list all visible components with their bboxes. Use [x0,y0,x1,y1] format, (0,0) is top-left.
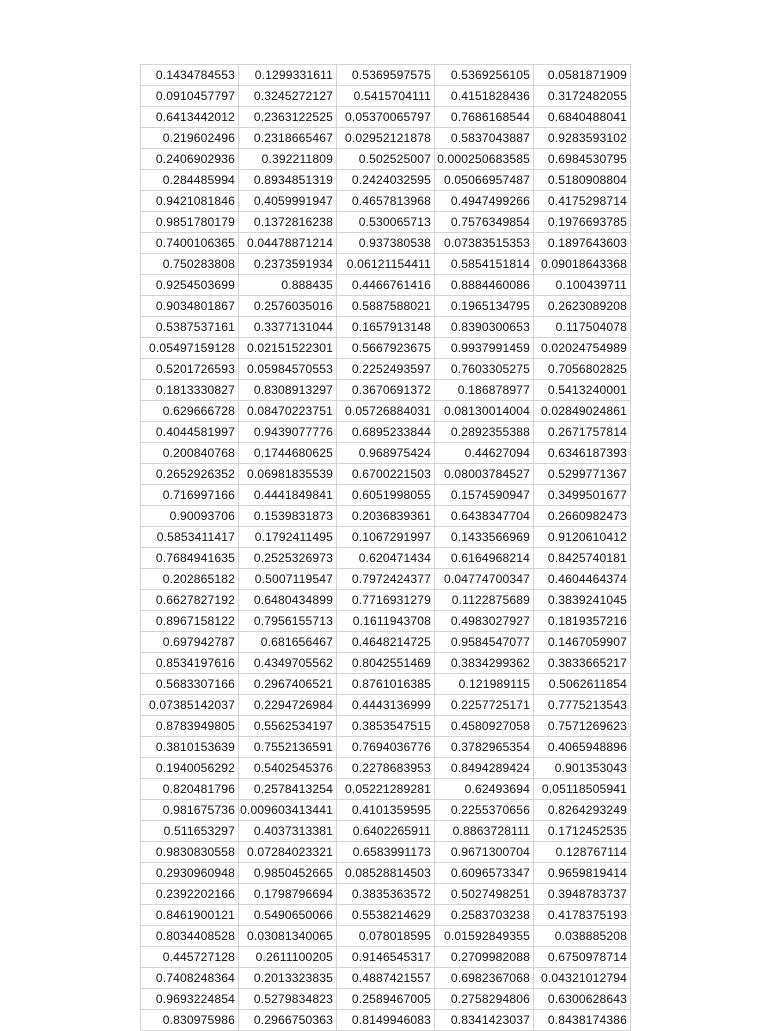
table-cell[interactable]: 0.7686168544 [435,107,534,128]
table-row [141,65,631,86]
table-cell[interactable]: 0.888435 [239,275,337,296]
table-cell[interactable]: 0.4983027927 [435,611,534,632]
table-cell[interactable]: 0.05370065797 [337,107,435,128]
table-cell[interactable]: 0.1067291997 [337,527,435,548]
table-cell[interactable]: 0.2758294806 [435,989,534,1010]
table-cell[interactable]: 0.2583703238 [435,905,534,926]
table-cell[interactable]: 0.3377131044 [239,317,337,338]
table-cell[interactable]: 0.7571269623 [534,716,631,737]
table-cell[interactable]: 0.2525326973 [239,548,337,569]
table-cell[interactable]: 0.4178375193 [534,905,631,926]
table-cell[interactable]: 0.1434784553 [141,65,239,86]
table-cell[interactable]: 0.04321012794 [534,968,631,989]
table-cell[interactable]: 0.4059991947 [239,191,337,212]
table-row [141,590,631,611]
table-cell[interactable]: 0.981675736 [141,800,239,821]
table-cell[interactable]: 0.2967406521 [239,674,337,695]
table-cell[interactable]: 0.6627827192 [141,590,239,611]
table-cell[interactable]: 0.186878977 [435,380,534,401]
table-cell[interactable]: 0.1657913148 [337,317,435,338]
table-row [141,317,631,338]
table-cell[interactable]: 0.750283808 [141,254,239,275]
table-cell[interactable]: 0.1539831873 [239,506,337,527]
table-cell[interactable]: 0.2589467005 [337,989,435,1010]
table-cell[interactable]: 0.9584547077 [435,632,534,653]
table-cell[interactable]: 0.9830830558 [141,842,239,863]
table-cell[interactable]: 0.09018643368 [534,254,631,275]
table-cell[interactable]: 0.5201726593 [141,359,239,380]
table-cell[interactable]: 0.7400106365 [141,233,239,254]
table-row [141,275,631,296]
table-cell[interactable]: 0.4657813968 [337,191,435,212]
table-cell[interactable]: 0.1299331611 [239,65,337,86]
table-cell[interactable]: 0.2709982088 [435,947,534,968]
table-cell[interactable]: 0.6982367068 [435,968,534,989]
table-cell[interactable]: 0.0910457797 [141,86,239,107]
table-cell[interactable]: 0.3172482055 [534,86,631,107]
table-cell[interactable]: 0.5538214629 [337,905,435,926]
table-cell[interactable]: 0.05221289281 [337,779,435,800]
table-cell[interactable]: 0.6096573347 [435,863,534,884]
table-cell[interactable]: 0.05726884031 [337,401,435,422]
table-cell[interactable]: 0.05066957487 [435,170,534,191]
table-cell[interactable]: 0.2257725171 [435,695,534,716]
table-cell[interactable]: 0.9850452665 [239,863,337,884]
table-row [141,653,631,674]
table-cell[interactable]: 0.07385142037 [141,695,239,716]
table-row [141,128,631,149]
table-cell[interactable]: 0.5299771367 [534,464,631,485]
table-row [141,170,631,191]
table-cell[interactable]: 0.4044581997 [141,422,239,443]
table-cell[interactable]: 0.8390300653 [435,317,534,338]
table-cell[interactable]: 0.1744680625 [239,443,337,464]
table-cell[interactable]: 0.1611943708 [337,611,435,632]
table-cell[interactable]: 0.02849024861 [534,401,631,422]
table-cell[interactable]: 0.4580927058 [435,716,534,737]
table-cell[interactable]: 0.7684941635 [141,548,239,569]
table-cell[interactable]: 0.1940056292 [141,758,239,779]
table-cell[interactable]: 0.9254503699 [141,275,239,296]
table-row [141,758,631,779]
table-cell[interactable]: 0.6840488041 [534,107,631,128]
table-cell[interactable]: 0.9421081846 [141,191,239,212]
table-cell[interactable]: 0.7576349854 [435,212,534,233]
table-row [141,695,631,716]
table-row [141,401,631,422]
table-cell[interactable]: 0.1372816238 [239,212,337,233]
table-cell[interactable]: 0.7603305275 [435,359,534,380]
table-cell[interactable]: 0.9034801867 [141,296,239,317]
table-cell[interactable]: 0.5402545376 [239,758,337,779]
table-cell[interactable]: 0.128767114 [534,842,631,863]
table-cell[interactable]: 0.2278683953 [337,758,435,779]
table-cell[interactable]: 0.9283593102 [534,128,631,149]
table-cell[interactable]: 0.2611100205 [239,947,337,968]
table-cell[interactable]: 0.5062611854 [534,674,631,695]
table-cell[interactable]: 0.04774700347 [435,569,534,590]
table-cell[interactable]: 0.3834299362 [435,653,534,674]
table-cell[interactable]: 0.2255370656 [435,800,534,821]
table-cell[interactable]: 0.2252493597 [337,359,435,380]
table-cell[interactable]: 0.5415704111 [337,86,435,107]
table-cell[interactable]: 0.3839241045 [534,590,631,611]
table-cell[interactable]: 0.6413442012 [141,107,239,128]
table-cell[interactable]: 0.2930960948 [141,863,239,884]
table-row [141,149,631,170]
table-cell[interactable]: 0.2363122525 [239,107,337,128]
table-cell[interactable]: 0.8425740181 [534,548,631,569]
table-cell[interactable]: 0.9671300704 [435,842,534,863]
table-cell[interactable]: 0.620471434 [337,548,435,569]
table-cell[interactable]: 0.2671757814 [534,422,631,443]
table-cell[interactable]: 0.629666728 [141,401,239,422]
table-row [141,212,631,233]
table-cell[interactable]: 0.1574590947 [435,485,534,506]
table-cell[interactable]: 0.820481796 [141,779,239,800]
table-cell[interactable]: 0.716997166 [141,485,239,506]
table-cell[interactable]: 0.000250683585 [435,149,534,170]
table-cell[interactable]: 0.8308913297 [239,380,337,401]
table-cell[interactable]: 0.04478871214 [239,233,337,254]
table-cell[interactable]: 0.2294726984 [239,695,337,716]
table-cell[interactable]: 0.9439077776 [239,422,337,443]
table-cell[interactable]: 0.2623089208 [534,296,631,317]
table-cell[interactable]: 0.08528814503 [337,863,435,884]
table-row [141,485,631,506]
table-cell[interactable]: 0.2892355388 [435,422,534,443]
table-row [141,1010,631,1031]
table-cell[interactable]: 0.7056802825 [534,359,631,380]
table-row [141,107,631,128]
table-cell[interactable]: 0.1813330827 [141,380,239,401]
table-cell[interactable]: 0.2578413254 [239,779,337,800]
table-cell[interactable]: 0.2406902936 [141,149,239,170]
table-cell[interactable]: 0.4037313381 [239,821,337,842]
table-cell[interactable]: 0.05984570553 [239,359,337,380]
table-cell[interactable]: 0.6984530795 [534,149,631,170]
table-cell[interactable]: 0.8934851319 [239,170,337,191]
table-row [141,905,631,926]
table-cell[interactable]: 0.530065713 [337,212,435,233]
table-cell[interactable]: 0.4101359595 [337,800,435,821]
table-cell[interactable]: 0.1712452535 [534,821,631,842]
table-cell[interactable]: 0.121989115 [435,674,534,695]
table-row [141,632,631,653]
table-cell[interactable]: 0.8534197616 [141,653,239,674]
table-cell[interactable]: 0.1433566969 [435,527,534,548]
table-cell[interactable]: 0.009603413441 [239,800,337,821]
table-row [141,380,631,401]
table-cell[interactable]: 0.8761016385 [337,674,435,695]
table-cell[interactable]: 0.6438347704 [435,506,534,527]
table-cell[interactable]: 0.5180908804 [534,170,631,191]
table-cell[interactable]: 0.5387537161 [141,317,239,338]
table-cell[interactable]: 0.901353043 [534,758,631,779]
table-cell[interactable]: 0.8863728111 [435,821,534,842]
table-cell[interactable]: 0.4443136999 [337,695,435,716]
table-row [141,842,631,863]
table-cell[interactable]: 0.3835363572 [337,884,435,905]
table-cell[interactable]: 0.6480434899 [239,590,337,611]
table-row [141,464,631,485]
table-cell[interactable]: 0.9146545317 [337,947,435,968]
table-cell[interactable]: 0.8264293249 [534,800,631,821]
table-cell[interactable]: 0.5007119547 [239,569,337,590]
table-cell[interactable]: 0.4349705562 [239,653,337,674]
table-cell[interactable]: 0.5853411417 [141,527,239,548]
table-cell[interactable]: 0.2424032595 [337,170,435,191]
table-cell[interactable]: 0.8783949805 [141,716,239,737]
table-cell[interactable]: 0.2318665467 [239,128,337,149]
table-cell[interactable]: 0.02151522301 [239,338,337,359]
table-cell[interactable]: 0.1897643603 [534,233,631,254]
table-cell[interactable]: 0.5887588021 [337,296,435,317]
table-cell[interactable]: 0.968975424 [337,443,435,464]
table-cell[interactable]: 0.392211809 [239,149,337,170]
table-cell[interactable]: 0.8034408528 [141,926,239,947]
table-cell[interactable]: 0.6402265911 [337,821,435,842]
spreadsheet-table [140,64,631,1031]
table-cell[interactable]: 0.2013323835 [239,968,337,989]
table-cell[interactable]: 0.2966750363 [239,1010,337,1031]
table-cell[interactable]: 0.5490650066 [239,905,337,926]
table-cell[interactable]: 0.697942787 [141,632,239,653]
table-cell[interactable]: 0.2373591934 [239,254,337,275]
table-cell[interactable]: 0.445727128 [141,947,239,968]
table-cell[interactable]: 0.830975986 [141,1010,239,1031]
table-cell[interactable]: 0.200840768 [141,443,239,464]
table-cell[interactable]: 0.078018595 [337,926,435,947]
table-cell[interactable]: 0.07284023321 [239,842,337,863]
table-cell[interactable]: 0.5683307166 [141,674,239,695]
table-cell[interactable]: 0.1965134795 [435,296,534,317]
table-cell[interactable]: 0.5413240001 [534,380,631,401]
table-cell[interactable]: 0.8461900121 [141,905,239,926]
table-cell[interactable]: 0.5279834823 [239,989,337,1010]
table-cell[interactable]: 0.3782965354 [435,737,534,758]
table-cell[interactable]: 0.7956155713 [239,611,337,632]
table-cell[interactable]: 0.5667923675 [337,338,435,359]
table-cell[interactable]: 0.6346187393 [534,443,631,464]
table-cell[interactable]: 0.5027498251 [435,884,534,905]
table-cell[interactable]: 0.05118505941 [534,779,631,800]
table-cell[interactable]: 0.4604464374 [534,569,631,590]
table-row [141,569,631,590]
table-cell[interactable]: 0.2660982473 [534,506,631,527]
table-cell[interactable]: 0.4175298714 [534,191,631,212]
table-cell[interactable]: 0.511653297 [141,821,239,842]
table-cell[interactable]: 0.7716931279 [337,590,435,611]
table-row [141,359,631,380]
table-cell[interactable]: 0.6895233844 [337,422,435,443]
table-cell[interactable]: 0.1819357216 [534,611,631,632]
table-cell[interactable]: 0.4466761416 [337,275,435,296]
table-row [141,86,631,107]
table-cell[interactable]: 0.0581871909 [534,65,631,86]
table-cell[interactable]: 0.3499501677 [534,485,631,506]
table-row [141,506,631,527]
table-row [141,527,631,548]
table-cell[interactable]: 0.44627094 [435,443,534,464]
table-cell[interactable]: 0.117504078 [534,317,631,338]
table-cell[interactable]: 0.3948783737 [534,884,631,905]
table-row [141,779,631,800]
table-cell[interactable]: 0.1792411495 [239,527,337,548]
table-cell[interactable]: 0.284485994 [141,170,239,191]
table-row [141,968,631,989]
table-cell[interactable]: 0.2036839361 [337,506,435,527]
table-cell[interactable]: 0.9693224854 [141,989,239,1010]
table-cell[interactable]: 0.2652926352 [141,464,239,485]
table-cell[interactable]: 0.038885208 [534,926,631,947]
table-cell[interactable]: 0.4151828436 [435,86,534,107]
table-row [141,863,631,884]
table-cell[interactable]: 0.05497159128 [141,338,239,359]
table-cell[interactable]: 0.4065948896 [534,737,631,758]
table-cell[interactable]: 0.06121154411 [337,254,435,275]
table-cell[interactable]: 0.4648214725 [337,632,435,653]
table-cell[interactable]: 0.02952121878 [337,128,435,149]
table-cell[interactable]: 0.8042551469 [337,653,435,674]
table-cell[interactable]: 0.1976693785 [534,212,631,233]
table-cell[interactable]: 0.202865182 [141,569,239,590]
table-cell[interactable]: 0.8494289424 [435,758,534,779]
table-cell[interactable]: 0.3853547515 [337,716,435,737]
table-cell[interactable]: 0.7552136591 [239,737,337,758]
table-cell[interactable]: 0.681656467 [239,632,337,653]
table-cell[interactable]: 0.6700221503 [337,464,435,485]
table-row [141,338,631,359]
table-row [141,989,631,1010]
table-cell[interactable]: 0.03081340065 [239,926,337,947]
table-row [141,800,631,821]
table-cell[interactable]: 0.1122875689 [435,590,534,611]
table-cell[interactable]: 0.4947499266 [435,191,534,212]
table-cell[interactable]: 0.90093706 [141,506,239,527]
table-row [141,611,631,632]
table-row [141,443,631,464]
table-cell[interactable]: 0.6750978714 [534,947,631,968]
table-cell[interactable]: 0.9659819414 [534,863,631,884]
table-cell[interactable]: 0.01592849355 [435,926,534,947]
table-cell[interactable]: 0.5369597575 [337,65,435,86]
table-cell[interactable]: 0.219602496 [141,128,239,149]
table-cell[interactable]: 0.4887421557 [337,968,435,989]
table-cell[interactable]: 0.2392202166 [141,884,239,905]
table-cell[interactable]: 0.6300628643 [534,989,631,1010]
table-cell[interactable]: 0.100439711 [534,275,631,296]
table-cell[interactable]: 0.5837043887 [435,128,534,149]
table-row [141,884,631,905]
table-cell[interactable]: 0.08130014004 [435,401,534,422]
table-cell[interactable]: 0.6583991173 [337,842,435,863]
table-body [141,65,631,1031]
table-cell[interactable]: 0.62493694 [435,779,534,800]
table-cell[interactable]: 0.6164968214 [435,548,534,569]
table-cell[interactable]: 0.9120610412 [534,527,631,548]
table-cell[interactable]: 0.1798796694 [239,884,337,905]
table-cell[interactable]: 0.08470223751 [239,401,337,422]
table-cell[interactable]: 0.1467059907 [534,632,631,653]
table-cell[interactable]: 0.7972424377 [337,569,435,590]
table-cell[interactable]: 0.2576035016 [239,296,337,317]
table-cell[interactable]: 0.3810153639 [141,737,239,758]
table-cell[interactable]: 0.5562534197 [239,716,337,737]
table-cell[interactable]: 0.8884460086 [435,275,534,296]
table-cell[interactable]: 0.7775213543 [534,695,631,716]
table-row [141,947,631,968]
table-cell[interactable]: 0.502525007 [337,149,435,170]
table-row [141,254,631,275]
table-cell[interactable]: 0.08003784527 [435,464,534,485]
table-row [141,674,631,695]
table-row [141,233,631,254]
table-row [141,716,631,737]
table-row [141,548,631,569]
table-cell[interactable]: 0.8438174386 [534,1010,631,1031]
table-cell[interactable]: 0.9937991459 [435,338,534,359]
table-cell[interactable]: 0.9851780179 [141,212,239,233]
table-cell[interactable]: 0.4441849841 [239,485,337,506]
table-cell[interactable]: 0.8341423037 [435,1010,534,1031]
table-cell[interactable]: 0.3245272127 [239,86,337,107]
table-row [141,296,631,317]
table-cell[interactable]: 0.8967158122 [141,611,239,632]
table-row [141,191,631,212]
table-cell[interactable]: 0.3833665217 [534,653,631,674]
table-cell[interactable]: 0.6051998055 [337,485,435,506]
table-cell[interactable]: 0.06981835539 [239,464,337,485]
table-row [141,737,631,758]
table-cell[interactable]: 0.3670691372 [337,380,435,401]
table-cell[interactable]: 0.5369256105 [435,65,534,86]
table-cell[interactable]: 0.5854151814 [435,254,534,275]
table-cell[interactable]: 0.937380538 [337,233,435,254]
table-row [141,926,631,947]
table-cell[interactable]: 0.8149946083 [337,1010,435,1031]
table-row [141,821,631,842]
table-row [141,422,631,443]
table-cell[interactable]: 0.7408248364 [141,968,239,989]
table-cell[interactable]: 0.02024754989 [534,338,631,359]
table-cell[interactable]: 0.07383515353 [435,233,534,254]
table-cell[interactable]: 0.7694036776 [337,737,435,758]
